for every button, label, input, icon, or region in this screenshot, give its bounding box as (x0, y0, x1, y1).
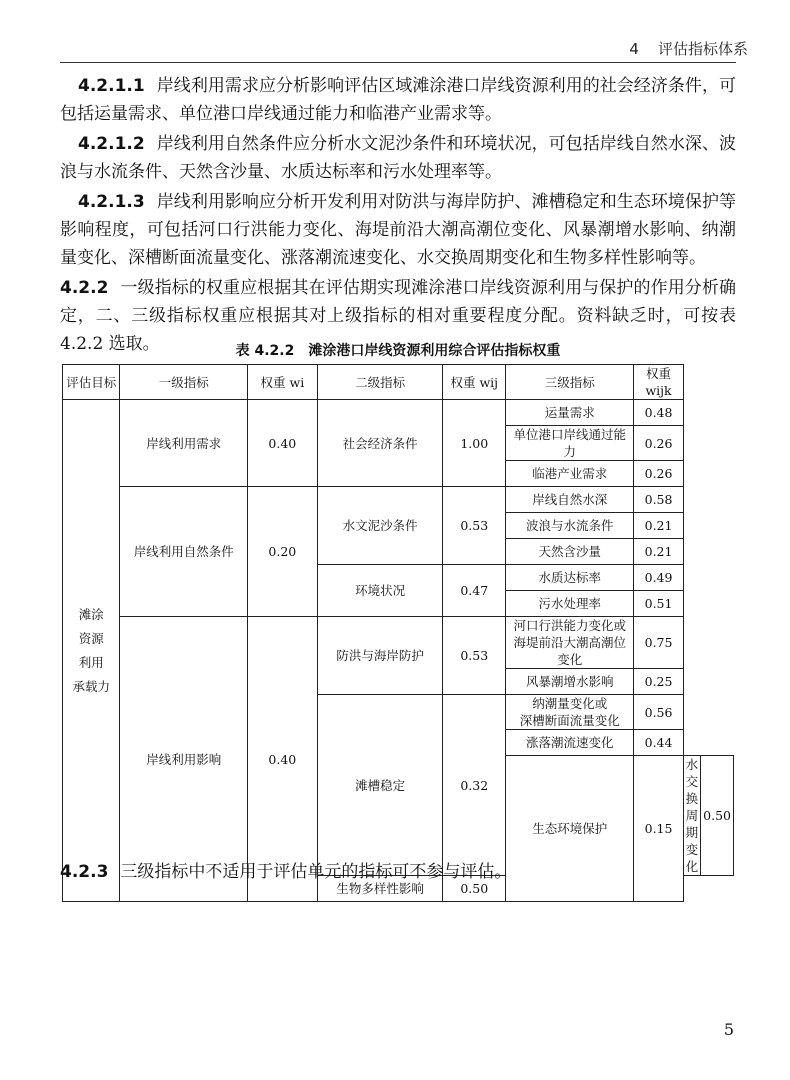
l3-weight: 0.50 (701, 756, 734, 876)
l3-name: 临港产业需求 (506, 461, 634, 487)
running-header (629, 38, 748, 59)
l3-weight: 0.50 (443, 876, 506, 902)
l3-name: 风暴潮增水影响 (506, 669, 634, 695)
clause-4-2-1-1 (60, 72, 736, 128)
clause-number: 4.2.2 (60, 278, 109, 298)
l2-name: 社会经济条件 (317, 400, 443, 487)
l3-weight: 0.51 (634, 591, 683, 617)
l3-name: 污水处理率 (506, 591, 634, 617)
l3-name (506, 695, 634, 730)
table-header-row (63, 365, 734, 400)
l3-weight: 0.26 (634, 426, 683, 461)
table-row (63, 400, 734, 426)
l3-name: 运量需求 (506, 400, 634, 426)
l2-name: 环境状况 (317, 565, 443, 617)
clause-text: 岸线利用影响应分析开发利用对防洪与海岸防护、滩槽稳定和生态环境保护等影响程度，可包括河口行洪能力变化、海堤前沿大潮高潮位变化、风暴潮增水影响、纳潮量变化、深槽断面流量变化、涨落潮流速变化、水交换周期变化和生物多样性影响等。 (60, 192, 736, 268)
l2-weight: 1.00 (443, 400, 506, 487)
l3-name: 水交换周期变化 (683, 756, 701, 876)
clause-4-2-1-2 (60, 130, 736, 186)
l3-weight: 0.21 (634, 513, 683, 539)
l3-weight: 0.21 (634, 539, 683, 565)
l3-name: 生物多样性影响 (317, 876, 443, 902)
l3-line: 海堤前沿大潮高潮位变化 (513, 635, 627, 667)
clause-number: 4.2.3 (60, 862, 109, 882)
l1-name: 岸线利用影响 (120, 617, 248, 902)
l2-weight: 0.53 (443, 617, 506, 695)
goal-line: 滩涂 (78, 606, 104, 622)
l3-name: 波浪与水流条件 (506, 513, 634, 539)
l2-weight: 0.15 (634, 756, 683, 902)
clause-text: 一级指标的权重应根据其在评估期实现滩涂港口岸线资源利用与保护的作用分析确定，二、三级指标权重应根据其对上级指标的相对重要程度分配。资料缺乏时，可按表 4.2.2 选取。 (60, 278, 736, 354)
l2-name: 滩槽稳定 (317, 695, 443, 876)
l3-weight: 0.75 (634, 617, 683, 669)
clause-4-2-3 (60, 858, 736, 886)
l3-name (506, 617, 634, 669)
header-goal: 评估目标 (63, 365, 120, 400)
l2-name: 防洪与海岸防护 (317, 617, 443, 695)
l3-line: 河口行洪能力变化或 (513, 618, 627, 633)
l3-weight: 0.44 (634, 730, 683, 756)
l1-weight: 0.40 (247, 400, 317, 487)
l3-name: 天然含沙量 (506, 539, 634, 565)
l3-name: 涨落潮流速变化 (506, 730, 634, 756)
l1-name: 岸线利用自然条件 (120, 487, 248, 617)
table-title: 表 4.2.2 滩涂港口岸线资源利用综合评估指标权重 (235, 343, 561, 359)
weights-table (62, 364, 734, 902)
clause-number: 4.2.1.2 (78, 134, 145, 154)
clause-text: 岸线利用需求应分析影响评估区域滩涂港口岸线资源利用的社会经济条件，可包括运量需求、单位港口岸线通过能力和临港产业需求等。 (60, 76, 736, 124)
header-level1: 一级指标 (120, 365, 248, 400)
l1-name: 岸线利用需求 (120, 400, 248, 487)
header-rule (60, 62, 736, 63)
chapter-title: 评估指标体系 (657, 40, 748, 58)
l2-weight: 0.32 (443, 695, 506, 876)
clause-number: 4.2.1.1 (78, 76, 145, 96)
l3-weight: 0.26 (634, 461, 683, 487)
table-row (63, 487, 734, 513)
clause-text: 岸线利用自然条件应分析水文泥沙条件和环境状况，可包括岸线自然水深、波浪与水流条件、天然含沙量、水质达标率和污水处理率等。 (60, 134, 736, 182)
clause-text: 三级指标中不适用于评估单元的指标可不参与评估。 (120, 862, 512, 882)
l3-weight: 0.56 (634, 695, 683, 730)
l3-line: 纳潮量变化或 (532, 696, 608, 711)
clause-4-2-1-3 (60, 188, 736, 272)
goal-line: 利用 (78, 654, 104, 670)
l2-name: 水文泥沙条件 (317, 487, 443, 565)
goal-line: 资源 (78, 630, 104, 646)
header-w3: 权重 wijk (634, 365, 683, 400)
l2-weight: 0.53 (443, 487, 506, 565)
l3-name: 单位港口岸线通过能力 (506, 426, 634, 461)
l2-name: 生态环境保护 (506, 756, 634, 902)
l1-weight: 0.20 (247, 487, 317, 617)
body-text (60, 72, 736, 360)
l3-weight: 0.48 (634, 400, 683, 426)
page-number: 5 (723, 1020, 734, 1039)
l3-weight: 0.49 (634, 565, 683, 591)
l3-weight: 0.25 (634, 669, 683, 695)
chapter-number: 4 (629, 40, 639, 58)
header-w1: 权重 wi (247, 365, 317, 400)
l1-weight: 0.40 (247, 617, 317, 902)
clause-number: 4.2.1.3 (78, 192, 145, 212)
l3-line: 深槽断面流量变化 (519, 713, 620, 728)
header-w2: 权重 wij (443, 365, 506, 400)
l3-name: 水质达标率 (506, 565, 634, 591)
goal-cell (63, 400, 120, 902)
goal-line: 承载力 (72, 678, 110, 694)
header-level3: 三级指标 (506, 365, 634, 400)
header-level2: 二级指标 (317, 365, 443, 400)
l3-name: 岸线自然水深 (506, 487, 634, 513)
l2-weight: 0.47 (443, 565, 506, 617)
l3-weight: 0.58 (634, 487, 683, 513)
